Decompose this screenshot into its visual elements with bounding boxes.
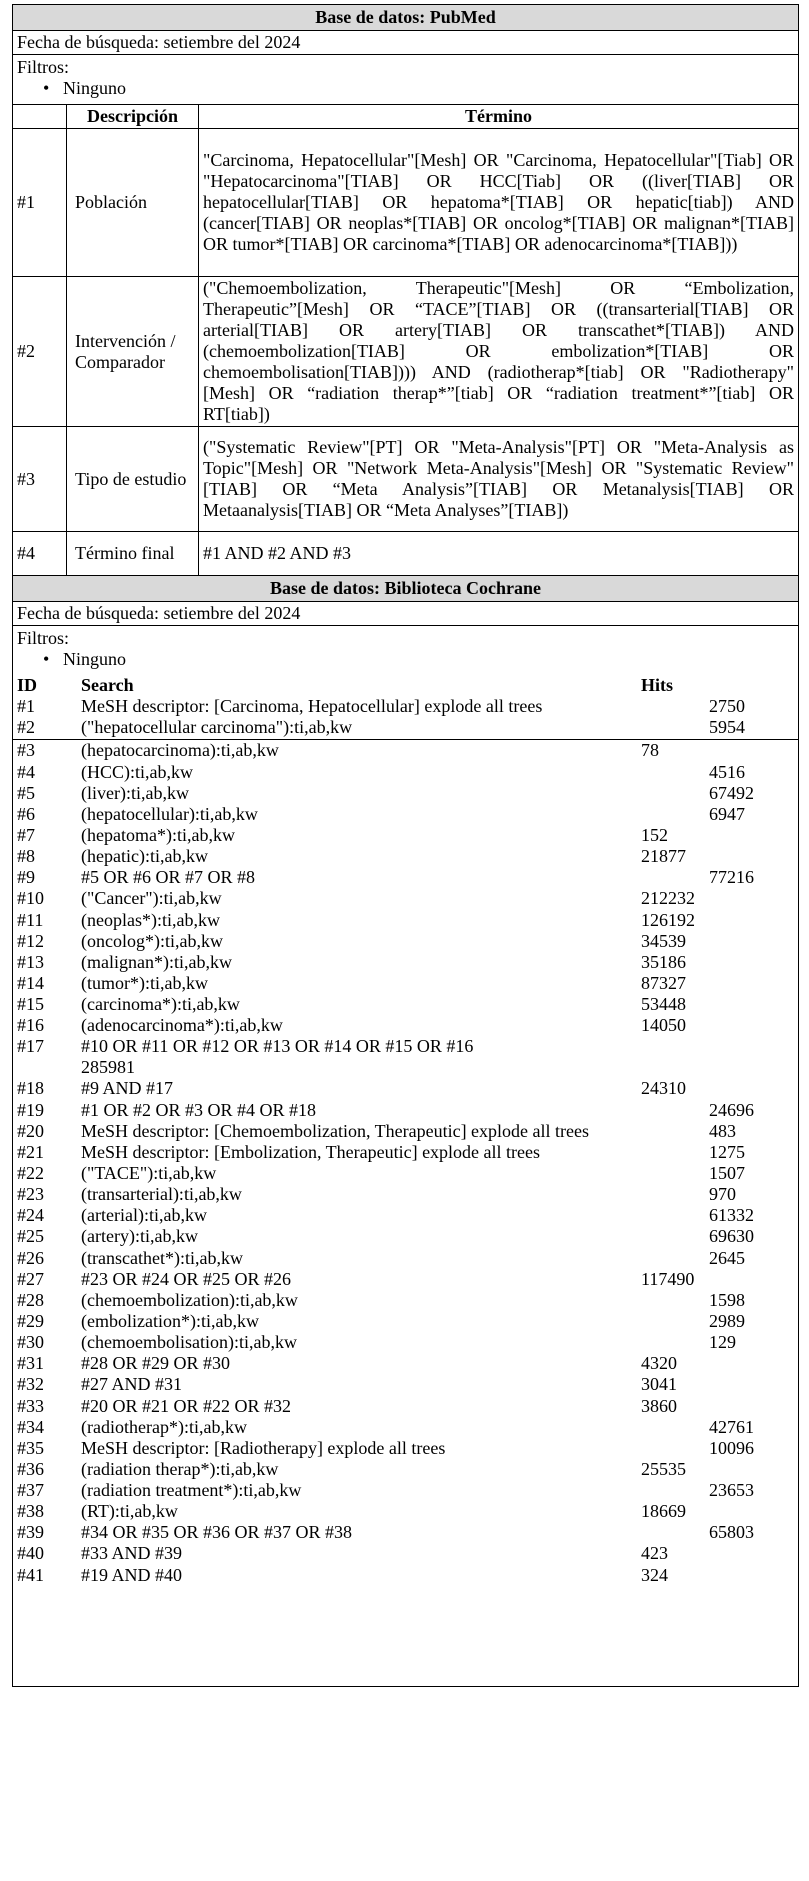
search-id: #23 (17, 1184, 44, 1205)
search-query: (chemoembolisation):ti,ab,kw (81, 1332, 297, 1353)
search-hits (641, 1332, 709, 1353)
search-query: ("hepatocellular carcinoma"):ti,ab,kw (81, 717, 353, 738)
search-hits: 117490 (641, 1268, 695, 1289)
search-query: (hepatocellular):ti,ab,kw (81, 803, 258, 824)
search-hits: 21877 (641, 846, 686, 867)
search-id: #4 (17, 761, 35, 782)
search-query: MeSH descriptor: [Chemoembolization, Therapeutic] explode all trees (81, 1120, 590, 1141)
search-query: MeSH descriptor: [Embolization, Therapeutic] explode all trees (81, 1141, 541, 1162)
row-id: #4 (13, 532, 67, 576)
search-query: ("TACE"):ti,ab,kw (81, 1162, 217, 1183)
search-id: #35 (17, 1437, 44, 1458)
search-hits (641, 1417, 709, 1438)
search-hits (641, 1226, 709, 1247)
search-query: (radiotherap*):ti,ab,kw (81, 1416, 247, 1437)
pubmed-row (13, 532, 799, 576)
search-hits (641, 1522, 709, 1543)
search-hits-alt (709, 1374, 789, 1395)
search-query-text: #10 OR #11 OR #12 OR #13 OR #14 OR #15 OR #16 (81, 1036, 474, 1057)
search-query: MeSH descriptor: [Radiotherapy] explode all trees (81, 1437, 446, 1458)
search-query: #1 OR #2 OR #3 OR #4 OR #18 (81, 1099, 317, 1120)
search-id: #25 (17, 1226, 44, 1247)
search-row (13, 696, 798, 717)
search-hits: 35186 (641, 951, 686, 972)
search-id: #3 (17, 740, 35, 761)
search-row (13, 740, 798, 761)
search-hits-alt (709, 1396, 789, 1417)
search-id: #28 (17, 1289, 44, 1310)
row-term: #1 AND #2 AND #3 (199, 532, 799, 576)
search-hits: 212232 (641, 888, 695, 909)
search-hits: 14050 (641, 1015, 686, 1036)
column-header-hits: Hits (641, 675, 674, 695)
search-id: #26 (17, 1247, 44, 1268)
search-id: #14 (17, 972, 44, 993)
search-row (13, 1015, 798, 1036)
search-row (13, 762, 798, 783)
column-header-termino: Término (199, 105, 799, 129)
search-hits (641, 1163, 709, 1184)
search-row (13, 1396, 798, 1417)
search-hits-alt: 5954 (709, 717, 745, 738)
search-query: #27 AND #31 (81, 1374, 183, 1395)
search-hits: 126192 (641, 909, 695, 930)
search-query: #34 OR #35 OR #36 OR #37 OR #38 (81, 1522, 353, 1543)
search-hits-alt: 24696 (709, 1099, 754, 1120)
search-query: (adenocarcinoma*):ti,ab,kw (81, 1015, 283, 1036)
search-query: (liver):ti,ab,kw (81, 782, 189, 803)
column-header-descripcion: Descripción (67, 105, 199, 129)
search-query: #23 OR #24 OR #25 OR #26 (81, 1268, 292, 1289)
search-row (13, 1332, 798, 1353)
row-term: ("Chemoembolization, Therapeutic"[Mesh] OR “Embolization, Therapeutic”[Mesh] OR “TACE”[TIAB] OR ((transarterial[TIAB] OR arterial[TIAB] OR artery[TIAB] OR transcathet*[TIAB]) AND (chemoembolization[TIAB] OR embolization*[TIAB] OR chemoembolisation[TIAB]))) AND (radiotherap*[tiab] OR "Radiotherapy"[Mesh] OR “radiation therap*”[tiab] OR “radiation treatment*”[tiab] OR RT[tiab]) (199, 277, 799, 427)
search-query: #28 OR #29 OR #30 (81, 1353, 231, 1374)
search-hits: 3860 (641, 1395, 677, 1416)
search-hits (641, 804, 709, 825)
search-hits (641, 696, 709, 717)
search-id: #11 (17, 909, 44, 930)
pubmed-row (13, 129, 799, 277)
column-header-search: Search (81, 675, 134, 695)
search-hits-alt: 2750 (709, 696, 745, 717)
row-description: Tipo de estudio (67, 427, 199, 532)
search-query (81, 1036, 798, 1078)
filters-label: Filtros: (17, 628, 70, 648)
search-hits-alt: 970 (709, 1184, 736, 1205)
search-hits-alt (709, 1269, 789, 1290)
cochrane-column-headers (13, 675, 798, 696)
search-query: (neoplas*):ti,ab,kw (81, 909, 220, 930)
column-header-id (13, 105, 67, 129)
search-hits: 4320 (641, 1353, 677, 1374)
search-query: (embolization*):ti,ab,kw (81, 1310, 259, 1331)
search-query: #19 AND #40 (81, 1564, 183, 1585)
search-query: (artery):ti,ab,kw (81, 1226, 198, 1247)
search-hits: 25535 (641, 1458, 686, 1479)
search-row (13, 1374, 798, 1395)
search-hits (641, 1438, 709, 1459)
search-id: #18 (17, 1078, 44, 1099)
search-hits: 423 (641, 1543, 668, 1564)
search-row (13, 1184, 798, 1205)
search-row (13, 1353, 798, 1374)
search-hits-alt (709, 1565, 789, 1586)
cochrane-search-list (13, 675, 799, 1687)
search-hits-alt: 69630 (709, 1226, 754, 1247)
search-row (13, 1438, 798, 1459)
search-query: #20 OR #21 OR #22 OR #32 (81, 1395, 292, 1416)
search-query: (hepatoma*):ti,ab,kw (81, 824, 235, 845)
row-id: #2 (13, 277, 67, 427)
search-row (13, 1417, 798, 1438)
search-hits-alt: 129 (709, 1332, 736, 1353)
search-row (13, 1501, 798, 1522)
search-hits (641, 867, 709, 888)
search-hits (641, 783, 709, 804)
search-hits-alt (709, 1353, 789, 1374)
search-row (13, 1100, 798, 1121)
pubmed-row (13, 277, 799, 427)
search-hits-alt: 61332 (709, 1205, 754, 1226)
search-row (13, 973, 798, 994)
search-row (13, 1226, 798, 1247)
cochrane-title: Base de datos: Biblioteca Cochrane (13, 576, 799, 602)
search-id: #40 (17, 1543, 44, 1564)
search-id: #31 (17, 1353, 44, 1374)
cochrane-search-date: Fecha de búsqueda: setiembre del 2024 (13, 602, 799, 626)
search-hits-alt (709, 1501, 789, 1522)
search-hits (641, 1100, 709, 1121)
search-hits-alt (709, 740, 789, 761)
search-id: #1 (17, 696, 35, 717)
search-query: (malignan*):ti,ab,kw (81, 951, 232, 972)
search-query: #9 AND #17 (81, 1078, 174, 1099)
search-id: #37 (17, 1480, 44, 1501)
row-description: Intervención / Comparador (67, 277, 199, 427)
search-id: #7 (17, 824, 35, 845)
search-row (13, 1480, 798, 1501)
filter-value: Ninguno (63, 649, 126, 669)
search-row (13, 804, 798, 825)
search-hits: 24310 (641, 1078, 686, 1099)
search-row (13, 1565, 798, 1586)
search-id: #15 (17, 994, 44, 1015)
search-hits (641, 762, 709, 783)
search-row (13, 1269, 798, 1290)
search-hits-alt: 483 (709, 1120, 736, 1141)
search-row (13, 825, 798, 846)
search-hits (641, 1121, 709, 1142)
search-hits-alt: 1507 (709, 1162, 745, 1183)
filter-value: Ninguno (63, 78, 126, 98)
search-id: #12 (17, 930, 44, 951)
search-hits: 18669 (641, 1501, 686, 1522)
search-hits-alt (709, 1078, 789, 1099)
search-hits-alt (709, 1543, 789, 1564)
search-row (13, 1142, 798, 1163)
row-id: #1 (13, 129, 67, 277)
pubmed-row (13, 427, 799, 532)
search-query: (radiation treatment*):ti,ab,kw (81, 1480, 302, 1501)
cochrane-rows (13, 696, 798, 1586)
search-id: #24 (17, 1205, 44, 1226)
search-row (13, 846, 798, 867)
search-id: #32 (17, 1374, 44, 1395)
search-hits-alt (709, 931, 789, 952)
search-id: #27 (17, 1268, 44, 1289)
search-hits-alt (709, 1015, 789, 1036)
search-hits (641, 1248, 709, 1269)
search-hits: 285981 (81, 1057, 135, 1078)
search-id: #33 (17, 1395, 44, 1416)
search-hits-alt: 67492 (709, 782, 754, 803)
search-row (13, 910, 798, 931)
search-row (13, 888, 798, 909)
search-id: #20 (17, 1120, 44, 1141)
cochrane-filters (13, 626, 799, 676)
search-hits-alt (709, 952, 789, 973)
search-row (13, 783, 798, 804)
column-header-id: ID (17, 675, 38, 695)
search-hits-alt (709, 973, 789, 994)
search-query: MeSH descriptor: [Carcinoma, Hepatocellular] explode all trees (81, 696, 543, 717)
search-query: (hepatic):ti,ab,kw (81, 846, 208, 867)
search-strategy-document (12, 4, 798, 1687)
search-id: #16 (17, 1015, 44, 1036)
search-hits-alt: 77216 (709, 867, 754, 888)
search-hits-alt (709, 846, 789, 867)
search-hits-alt: 2989 (709, 1310, 745, 1331)
search-id: #30 (17, 1332, 44, 1353)
pubmed-search-date: Fecha de búsqueda: setiembre del 2024 (13, 31, 799, 55)
search-hits (641, 1184, 709, 1205)
search-query: (RT):ti,ab,kw (81, 1501, 178, 1522)
search-id: #9 (17, 867, 35, 888)
search-hits-alt: 2645 (709, 1247, 745, 1268)
search-hits-alt (709, 994, 789, 1015)
search-id: #17 (17, 1036, 44, 1057)
search-hits: 78 (641, 740, 659, 761)
search-table (12, 4, 799, 1687)
search-id: #29 (17, 1310, 44, 1331)
search-hits-alt: 1598 (709, 1289, 745, 1310)
search-query: (carcinoma*):ti,ab,kw (81, 994, 240, 1015)
row-description: Término final (67, 532, 199, 576)
search-id: #8 (17, 846, 35, 867)
search-hits-alt (709, 888, 789, 909)
search-id: #34 (17, 1416, 44, 1437)
search-row (13, 1036, 798, 1078)
search-hits-alt: 65803 (709, 1522, 754, 1543)
search-id: #38 (17, 1501, 44, 1522)
search-hits-alt (709, 910, 789, 931)
search-row (13, 1163, 798, 1184)
pubmed-title: Base de datos: PubMed (13, 5, 799, 31)
search-hits-alt: 42761 (709, 1416, 754, 1437)
row-term: "Carcinoma, Hepatocellular"[Mesh] OR "Carcinoma, Hepatocellular"[Tiab] OR "Hepatocarcinoma"[TIAB] OR HCC[Tiab] OR ((liver[TIAB] OR hepatocellular[TIAB] OR hepatoma*[TIAB] OR hepatic[tiab]) AND (cancer[TIAB] OR neoplas*[TIAB] OR oncolog*[TIAB] OR malignan*[TIAB] OR tumor*[TIAB] OR carcinoma*[TIAB] OR adenocarcinoma*[TIAB])) (199, 129, 799, 277)
search-row (13, 1205, 798, 1226)
pubmed-filters (13, 55, 799, 105)
search-hits (641, 1205, 709, 1226)
search-query: #5 OR #6 OR #7 OR #8 (81, 867, 256, 888)
search-row (13, 717, 798, 738)
search-id: #21 (17, 1141, 44, 1162)
search-hits-alt: 4516 (709, 761, 745, 782)
filter-bullet-item (17, 649, 794, 670)
search-hits: 152 (641, 824, 668, 845)
search-query: (HCC):ti,ab,kw (81, 761, 193, 782)
search-query: ("Cancer"):ti,ab,kw (81, 888, 222, 909)
search-id: #6 (17, 803, 35, 824)
search-hits: 34539 (641, 930, 686, 951)
filter-bullet-item (17, 78, 794, 99)
search-id: #41 (17, 1564, 44, 1585)
search-row (13, 1248, 798, 1269)
search-hits: 324 (641, 1564, 668, 1585)
row-id: #3 (13, 427, 67, 532)
search-hits (641, 1290, 709, 1311)
search-hits: 3041 (641, 1374, 677, 1395)
search-query: (transcathet*):ti,ab,kw (81, 1247, 243, 1268)
search-row (13, 1078, 798, 1099)
search-hits-alt (709, 825, 789, 846)
search-query: (hepatocarcinoma):ti,ab,kw (81, 740, 279, 761)
search-hits-alt: 10096 (709, 1437, 754, 1458)
search-row (13, 1543, 798, 1564)
search-hits-alt: 23653 (709, 1480, 754, 1501)
filters-label: Filtros: (17, 57, 70, 77)
row-term: ("Systematic Review"[PT] OR "Meta-Analysis"[PT] OR "Meta-Analysis as Topic"[Mesh] OR "Network Meta-Analysis"[Mesh] OR "Systematic Review"[TIAB] OR “Meta Analysis”[TIAB] OR Metanalysis[TIAB] OR Metaanalysis[TIAB] OR “Meta Analyses”[TIAB]) (199, 427, 799, 532)
search-query: (oncolog*):ti,ab,kw (81, 930, 223, 951)
search-hits (641, 717, 709, 738)
search-row (13, 1311, 798, 1332)
search-id: #22 (17, 1162, 44, 1183)
search-row (13, 1121, 798, 1142)
search-row (13, 994, 798, 1015)
search-id: #13 (17, 951, 44, 972)
search-hits: 87327 (641, 972, 686, 993)
search-hits (641, 1480, 709, 1501)
search-query: (chemoembolization):ti,ab,kw (81, 1289, 298, 1310)
search-id: #36 (17, 1458, 44, 1479)
search-row (13, 1290, 798, 1311)
search-hits (641, 1311, 709, 1332)
search-hits (641, 1142, 709, 1163)
search-hits-alt (709, 1459, 789, 1480)
search-id: #10 (17, 888, 44, 909)
row-description: Población (67, 129, 199, 277)
search-query: #33 AND #39 (81, 1543, 183, 1564)
search-id: #19 (17, 1099, 44, 1120)
search-id: #39 (17, 1522, 44, 1543)
search-query: (tumor*):ti,ab,kw (81, 972, 208, 993)
search-row (13, 1459, 798, 1480)
search-hits-alt: 1275 (709, 1141, 745, 1162)
search-id: #2 (17, 717, 35, 738)
search-id: #5 (17, 782, 35, 803)
search-row (13, 952, 798, 973)
search-row (13, 867, 798, 888)
search-row (13, 1522, 798, 1543)
search-hits-alt: 6947 (709, 803, 745, 824)
search-query: (transarterial):ti,ab,kw (81, 1184, 242, 1205)
search-hits: 53448 (641, 994, 686, 1015)
search-query: (radiation therap*):ti,ab,kw (81, 1458, 279, 1479)
search-row (13, 931, 798, 952)
search-query: (arterial):ti,ab,kw (81, 1205, 207, 1226)
